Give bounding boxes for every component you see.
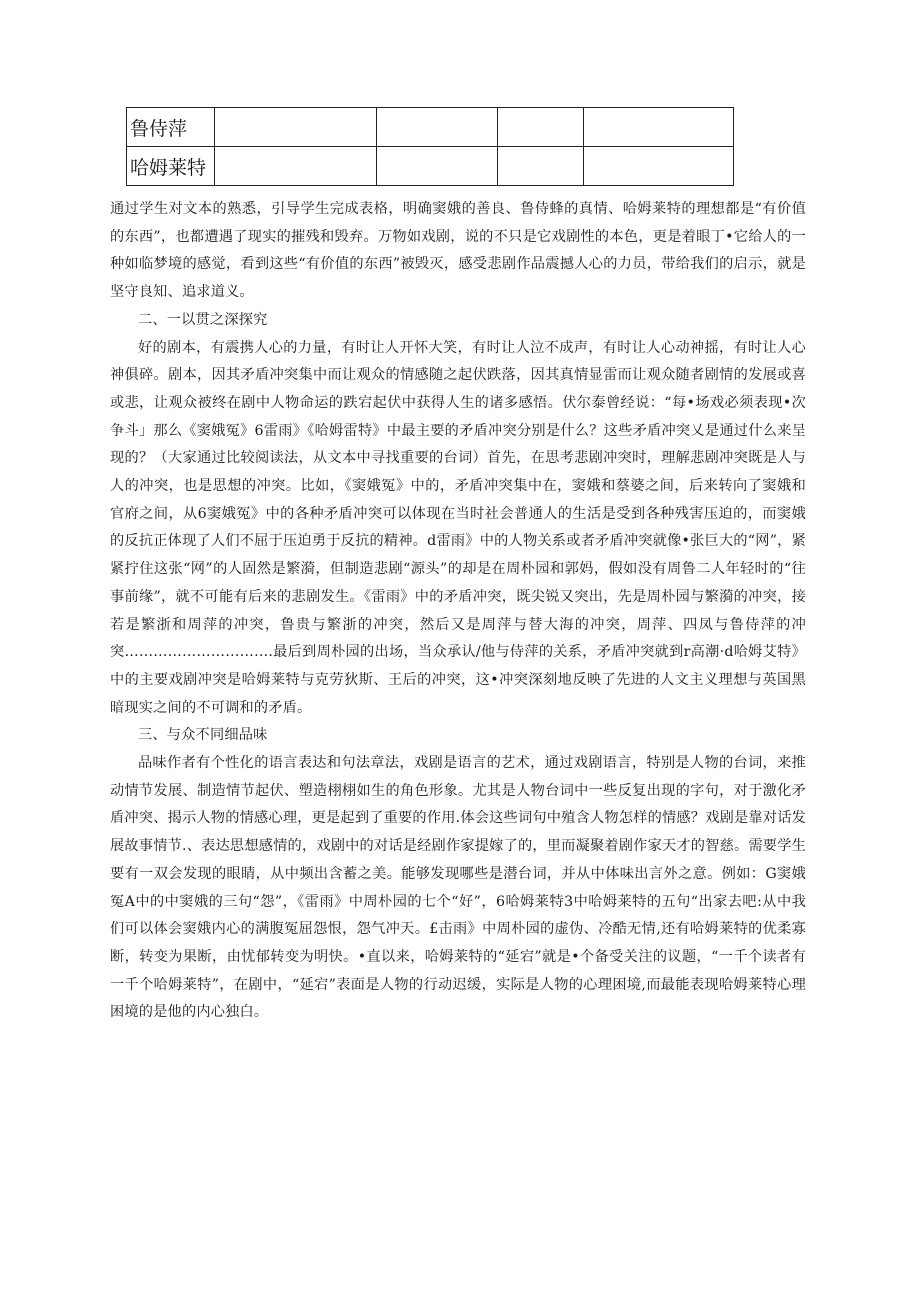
table-cell [377, 147, 498, 186]
table-cell [377, 108, 498, 147]
table-row [127, 147, 734, 186]
paragraph-language: 品味作者有个性化的语言表达和句法章法，戏剧是语言的艺术，通过戏剧语言，特别是人物的台词，来推动情节发展、制造情节起伏、塑造栩栩如生的角色形象。尤其是人物台词中一些反复出现的字句，对于激化矛盾冲突、揭示人物的情感心理，更是起到了重要的作用.体会这些词句中殖含人物怎样的情感？戏剧是靠对话发展故事情节.、表达思想感情的，戏剧中的对话是经剧作家提嫁了的，里而凝聚着剧作家天才的智慈。需要学生要有一双会发现的眼睛，从中频出含蓄之美。能够发现哪些是潜台词，并从中体味出言外之意。例如：G窦娥冤A中的中窦娥的三句“怨”，《雷雨》中周朴园的七个“好”，6哈姆莱特3中哈姆莱特的五句“出家去吧:从中我们可以体会窦娥内心的满腹冤屈怨恨，怨气冲天。£击雨》中周朴园的虚伪、冷酷无情,还有哈姆莱特的优柔寡断，转变为果断，由忧郁转变为明快。•直以来，哈姆莱特的“延宕”就是•个备受关注的议题，“一千个读者有一千个哈姆莱特”，在剧中，“延宕”表面是人物的行动迟缓，实际是人物的心理困境,而最能表现哈姆莱特心理困境的是他的内心独白。 [110, 755, 806, 1021]
paragraph-summary: 通过学生对文本的熟悉，引导学生完成表格，明确窦娥的善良、鲁侍蜂的真情、哈姆莱特的理想都是“有价值的东西”，也都遭遇了现实的摧残和毁弃。万物如戏剧，说的不只是它戏剧性的本色，更是着眼丁•它给人的一种如临梦境的感觉，看到这些“有价值的东西”被毁灭，感受悲剧作品震撼人心的力员，带给我们的启示，就是坚守良知、追求道义。 [110, 201, 806, 301]
table-cell [498, 108, 584, 147]
table-cell [584, 147, 734, 186]
table-cell [215, 108, 377, 147]
table-cell-character: 鲁侍萍 [127, 108, 215, 147]
table-cell-character: 哈姆莱特 [127, 147, 215, 186]
table-row [127, 108, 734, 147]
table-cell [584, 108, 734, 147]
character-table [126, 107, 734, 186]
section-heading-2: 二、一以贯之深探究 [138, 311, 268, 328]
paragraph-conflict: 好的剧本，有震携人心的力量，有时让人开怀大笑，有时让人泣不成声，有时让人心动神摇，有时让人心神俱碎。剧本，因其矛盾冲突集中而让观众的情感随之起伏跌落，因其真情显雷而让观众随者剧情的发展或喜或悲，让观众被终在剧中人物命运的跌宕起伏中获得人生的诸多感悟。伏尔泰曾经说：“每•场戏必须表现•次争斗」那么《窦娥冤》6雷雨》《哈姆雷特》中最主要的矛盾冲突分别是什么？这些矛盾冲突乂是通过什么来呈现的？（大家通过比较阅读法，从文本中寻找重要的台词）首先，在思考悲剧冲突时，理解悲剧冲突既是人与人的冲突，也是思想的冲突。比如，《窦娥冤》中的，矛盾冲突集中在，窦娥和蔡婆之间，后来转向了窦娥和官府之间，从6窦娥冤》中的各种矛盾冲突可以体现在当时社会普通人的生活是受到各种残害压迫的，而窦娥的反抗正体现了人们不屈于压迫勇于反抗的精神。d雷雨》中的人物关系或者矛盾冲突就像•张巨大的“网”，紧紧拧住这张“网”的人固然是繁漪，但制造悲剧“源头”的却是在周朴园和郭妈，假如没有周鲁二人年轻时的“往事前缘”，就不可能有后来的悲剧发生。《雷雨》中的矛盾冲突，既尖锐又突出，先是周朴园与繁漪的冲突，接若是繁浙和周萍的冲突，鲁贵与繁浙的冲突，然后又是周萍与替大海的冲突，周萍、四凤与鲁侍萍的冲突………………………….最后到周朴园的出场，当众承认/他与侍萍的关系，矛盾冲突就到r高潮·d哈姆艾特》中的主要戏剧冲突是哈姆莱特与克劳狄斯、王后的冲突，这•冲突深刻地反映了先进的人文主义理想与英国黑暗现实之间的不可调和的矛盾。 [110, 339, 806, 716]
body-text [110, 196, 806, 1027]
table-cell [215, 147, 377, 186]
section-heading-3: 三、与众不同细品味 [138, 727, 268, 744]
table-cell [498, 147, 584, 186]
